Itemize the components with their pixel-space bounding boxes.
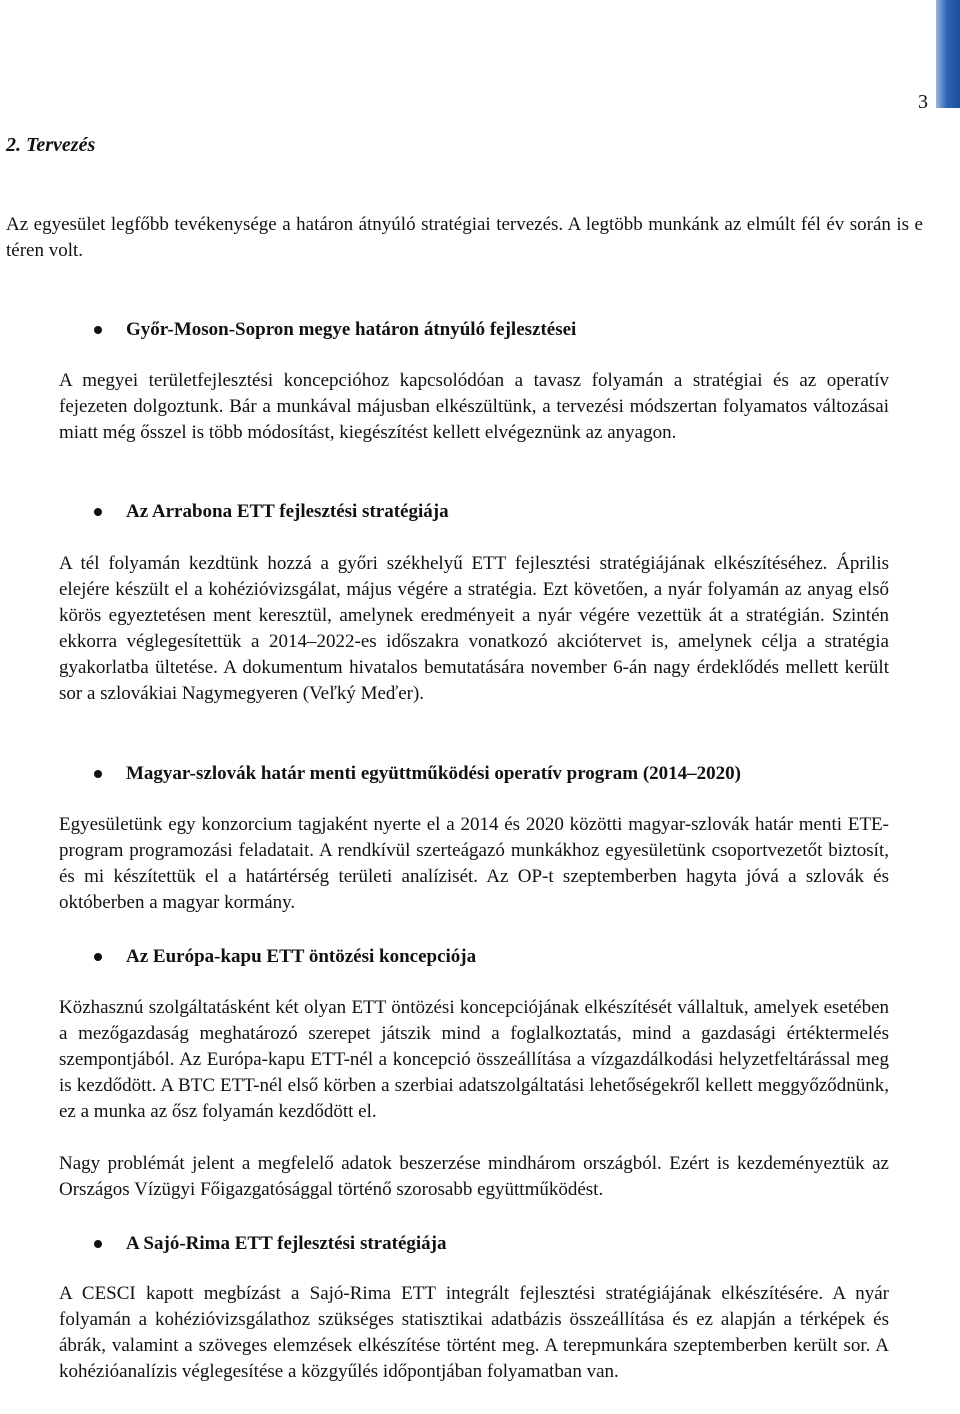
section-paragraph: Egyesületünk egy konzorcium tagjaként nyerte el a 2014 és 2020 közötti magyar-szlovák határ menti ETE-program programozási feladatait. A rendkívül szerteágazó munkákhoz egyesületünk csoportvezetőt biztosít, és mi készítettük el a határtérség területi analízisét. Az OP-t szeptemberben hagyta jóvá a szlovák és októberben a magyar kormány. — [59, 814, 889, 913]
bullet-item — [94, 944, 476, 970]
bullet-title: Az Arrabona ETT fejlesztési stratégiája — [126, 501, 449, 522]
bullet-icon — [94, 953, 102, 961]
bullet-icon — [94, 1240, 102, 1248]
bullet-item — [94, 761, 741, 787]
page-number: 3 — [918, 91, 928, 113]
section-paragraph: A tél folyamán kezdtünk hozzá a győri székhelyű ETT fejlesztési stratégiájának elkészítéséhez. Április elejére készült el a kohézióvizsgálat, május végére a stratégia. Ezt követően, a nyár folyamán az anyag első körös egyeztetésen ment keresztül, amelynek eredményeit a nyár végére vezettük át a stratégián. Szintén ekkorra véglegesítettük a 2014–2022-es időszakra vonatkozó akciótervet is, amelynek célja a stratégia gyakorlatba ültetése. A dokumentum hivatalos bemutatására november 6-án nagy érdeklődés mellett került sor a szlovákiai Nagymegyeren (Veľký Meďer). — [59, 553, 889, 704]
section-paragraph: Nagy problémát jelent a megfelelő adatok beszerzése mindhárom országból. Ezért is kezdeményeztük az Országos Vízügyi Főigazgatósággal történő szorosabb együttműködést. — [59, 1153, 889, 1200]
section-paragraph: A megyei területfejlesztési koncepcióhoz kapcsolódóan a tavasz folyamán a stratégiai és az operatív fejezeten dolgoztunk. Bár a munkával májusban elkészültünk, a tervezési módszertan folyamatos változásai miatt még ősszel is több módosítást, kiegészítést kellett elvégeznünk az anyagon. — [59, 370, 889, 443]
bullet-title: Magyar-szlovák határ menti együttműködési operatív program (2014–2020) — [126, 763, 741, 784]
intro-paragraph: Az egyesület legfőbb tevékenysége a határon átnyúló stratégiai tervezés. A legtöbb munkánk az elmúlt fél év során is e téren volt. — [6, 214, 923, 261]
bullet-icon — [94, 770, 102, 778]
bullet-title: Győr-Moson-Sopron megye határon átnyúló fejlesztései — [126, 319, 577, 340]
bullet-icon — [94, 508, 102, 516]
section-paragraph: Közhasznú szolgáltatásként két olyan ETT öntözési koncepciójának elkészítését vállaltuk, amelyek esetében a mezőgazdaság meghatározó szerepet játszik mind a foglalkoztatás, mind a gazdasági értéktermelés szempontjából. Az Európa-kapu ETT-nél a koncepció összeállítása a vízgazdálkodási helyzetfeltárással meg is kezdődött. A BTC ETT-nél első körben a szerbiai adatszolgáltatási lehetőségekről kellett meggyőződnünk, ez a munka az ősz folyamán kezdődött el. — [59, 997, 889, 1122]
bullet-icon — [94, 326, 102, 334]
bullet-item — [94, 499, 449, 525]
bullet-item — [94, 1231, 446, 1257]
bullet-title: A Sajó-Rima ETT fejlesztési stratégiája — [126, 1233, 447, 1254]
page-edge-tab — [936, 0, 960, 108]
section-paragraph: A CESCI kapott megbízást a Sajó-Rima ETT integrált fejlesztési stratégiájának elkészítésére. A nyár folyamán a kohézióvizsgálathoz szükséges statisztikai adatbázis összeállítása és ez alapján a térképek és ábrák, valamint a szöveges elemzések elkészítése történt meg. A terepmunkára szeptemberben került sor. A kohézióanalízis véglegesítése a közgyűlés időpontjában folyamatban van. — [59, 1283, 889, 1382]
section-heading: 2. Tervezés — [6, 134, 96, 156]
bullet-item — [94, 317, 576, 343]
bullet-title: Az Európa-kapu ETT öntözési koncepciója — [126, 946, 477, 967]
